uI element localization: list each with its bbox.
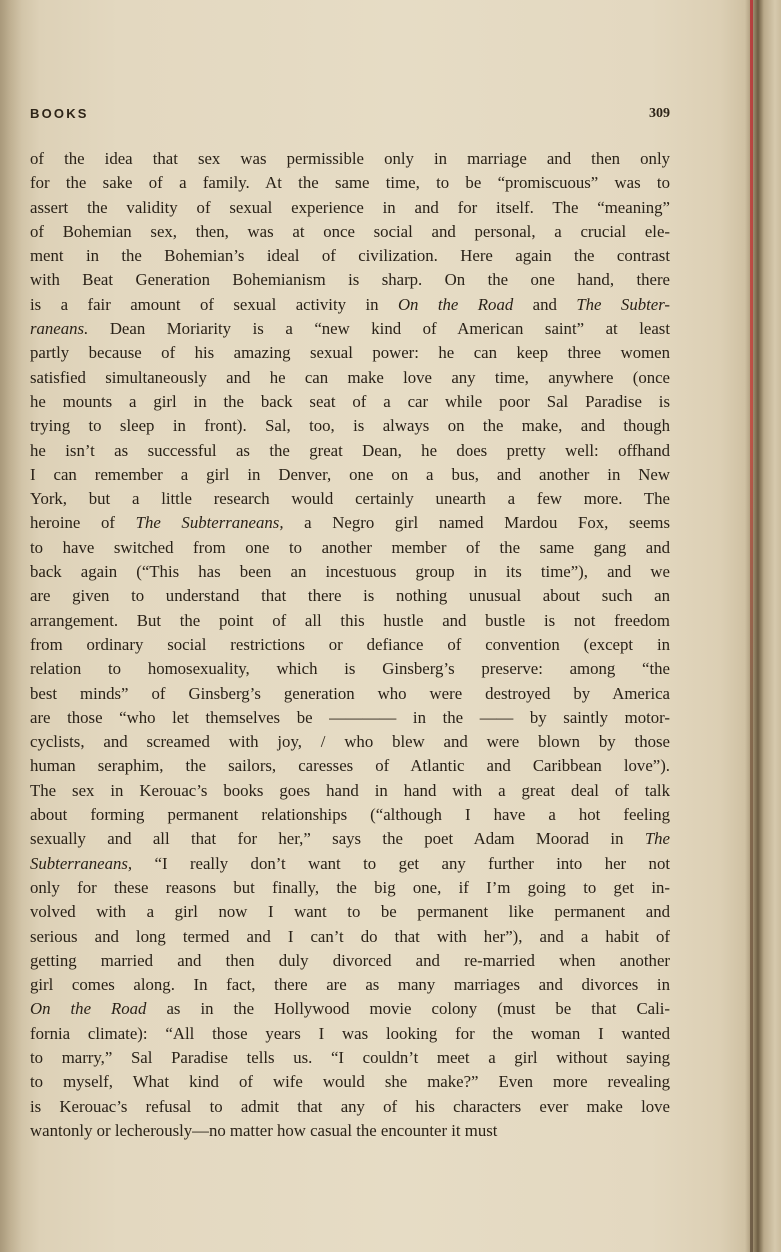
italic-title: The Subter-	[576, 294, 670, 314]
text-run: volved with a girl now I want to be permanent like permanent and	[30, 902, 670, 922]
text-run: for the sake of a family. At the same time, to be “promiscuous” was to	[30, 173, 670, 193]
text-run: assert the validity of sexual experience in and for itself. The “meaning”	[30, 197, 670, 217]
text-run: of the idea that sex was permissible only in marriage and then only	[30, 149, 670, 168]
text-line	[30, 1119, 670, 1143]
text-line	[30, 171, 670, 195]
text-run: trying to sleep in front). Sal, too, is always on the make, and though	[30, 416, 670, 436]
text-line	[30, 536, 670, 560]
italic-title: On the Road	[30, 999, 147, 1019]
text-run: to myself, What kind of wife would she make?” Even more revealing	[30, 1072, 670, 1092]
text-run: arrangement. But the point of all this hustle and bustle is not freedom	[30, 610, 670, 630]
text-run: The sex in Kerouac’s books goes hand in hand with a great deal of talk	[30, 780, 670, 800]
body-text	[30, 147, 670, 1143]
text-run: human seraphim, the sailors, caresses of Atlantic and Caribbean love”).	[30, 756, 670, 776]
text-run: of Bohemian sex, then, was at once social and personal, a crucial ele-	[30, 221, 670, 241]
text-run: sexually and all that for her,” says the poet Adam Moorad in	[30, 829, 645, 849]
text-line	[30, 682, 670, 706]
text-line	[30, 463, 670, 487]
text-run: getting married and then duly divorced and re-married when another	[30, 950, 670, 970]
text-run: he isn’t as successful as the great Dean, he does pretty well: offhand	[30, 440, 670, 460]
text-line	[30, 973, 670, 997]
text-run: are those “who let themselves be ———— in the —— by saintly motor-	[30, 707, 670, 727]
text-run: best minds” of Ginsberg’s generation who were destroyed by America	[30, 683, 670, 703]
text-line	[30, 803, 670, 827]
text-run: back again (“This has been an incestuous group in its time”), and we	[30, 562, 670, 582]
text-run: to marry,” Sal Paradise tells us. “I couldn’t meet a girl without saying	[30, 1047, 670, 1067]
italic-title: The Subterraneans,	[135, 513, 284, 533]
italic-title: raneans.	[30, 319, 89, 339]
text-line	[30, 390, 670, 414]
text-run: I can remember a girl in Denver, one on a bus, and another in New	[30, 464, 670, 484]
text-run: a Negro girl named Mardou Fox, seems	[283, 513, 670, 533]
text-run: satisfied simultaneously and he can make love any time, anywhere (once	[30, 367, 670, 387]
italic-title: Subterraneans,	[30, 853, 133, 873]
text-line	[30, 584, 670, 608]
text-run: fornia climate): “All those years I was looking for the woman I wanted	[30, 1023, 670, 1043]
text-run: he mounts a girl in the back seat of a car while poor Sal Paradise is	[30, 391, 670, 411]
text-line	[30, 341, 670, 365]
text-line	[30, 657, 670, 681]
text-line	[30, 876, 670, 900]
text-line	[30, 997, 670, 1021]
text-run: to have switched from one to another member of the same gang and	[30, 537, 670, 557]
text-run: cyclists, and screamed with joy, / who blew and were blown by those	[30, 732, 670, 752]
page-header	[30, 106, 670, 126]
text-line	[30, 196, 670, 220]
text-line	[30, 730, 670, 754]
italic-title: On the Road	[397, 294, 514, 314]
text-run: are given to understand that there is nothing unusual about such an	[30, 586, 670, 606]
text-line	[30, 268, 670, 292]
text-line	[30, 560, 670, 584]
text-line	[30, 439, 670, 463]
text-run: relation to homosexuality, which is Ginsberg’s preserve: among “the	[30, 659, 670, 679]
text-run: girl comes along. In fact, there are as many marriages and divorces in	[30, 975, 670, 995]
text-run: is Kerouac’s refusal to admit that any of his characters ever make love	[30, 1096, 670, 1116]
text-line	[30, 925, 670, 949]
text-line	[30, 779, 670, 803]
text-line	[30, 293, 670, 317]
text-line	[30, 511, 670, 535]
binding-edge	[750, 0, 753, 1252]
text-line	[30, 900, 670, 924]
text-run: as in the Hollywood movie colony (must be that Cali-	[146, 999, 670, 1019]
text-line	[30, 487, 670, 511]
text-run: from ordinary social restrictions or defiance of convention (except in	[30, 634, 670, 654]
text-line	[30, 244, 670, 268]
text-run: with Beat Generation Bohemianism is sharp. On the one hand, there	[30, 270, 670, 290]
text-line	[30, 827, 670, 851]
text-run: about forming permanent relationships (“although I have a hot feeling	[30, 805, 670, 825]
text-run: heroine of	[30, 513, 136, 533]
text-line	[30, 706, 670, 730]
text-line	[30, 366, 670, 390]
text-run: “I really don’t want to get any further into her not	[132, 853, 670, 873]
text-run: wantonly or lecherously—no matter how casual the encounter it must	[30, 1120, 498, 1140]
text-run: Dean Moriarity is a “new kind of American saint” at least	[88, 319, 670, 339]
italic-title: The	[644, 829, 670, 849]
text-line	[30, 317, 670, 341]
running-head: BOOKS	[30, 106, 89, 121]
text-run: only for these reasons but finally, the big one, if I’m going to get in-	[30, 877, 670, 897]
text-run: serious and long termed and I can’t do that with her”), and a habit of	[30, 926, 670, 946]
text-run: York, but a little research would certainly unearth a few more. The	[30, 489, 670, 509]
text-line	[30, 633, 670, 657]
page-gutter-shadow	[0, 0, 22, 1252]
text-line	[30, 1022, 670, 1046]
text-line	[30, 1046, 670, 1070]
text-run: partly because of his amazing sexual power: he can keep three women	[30, 343, 670, 363]
text-line	[30, 147, 670, 171]
text-line	[30, 1095, 670, 1119]
text-line	[30, 1070, 670, 1094]
text-line	[30, 414, 670, 438]
text-line	[30, 949, 670, 973]
text-run: ment in the Bohemian’s ideal of civilization. Here again the contrast	[30, 246, 670, 266]
text-line	[30, 609, 670, 633]
text-run: and	[513, 294, 577, 314]
page-number: 309	[649, 106, 670, 121]
text-line	[30, 220, 670, 244]
text-run: is a fair amount of sexual activity in	[30, 294, 398, 314]
text-line	[30, 852, 670, 876]
text-line	[30, 754, 670, 778]
